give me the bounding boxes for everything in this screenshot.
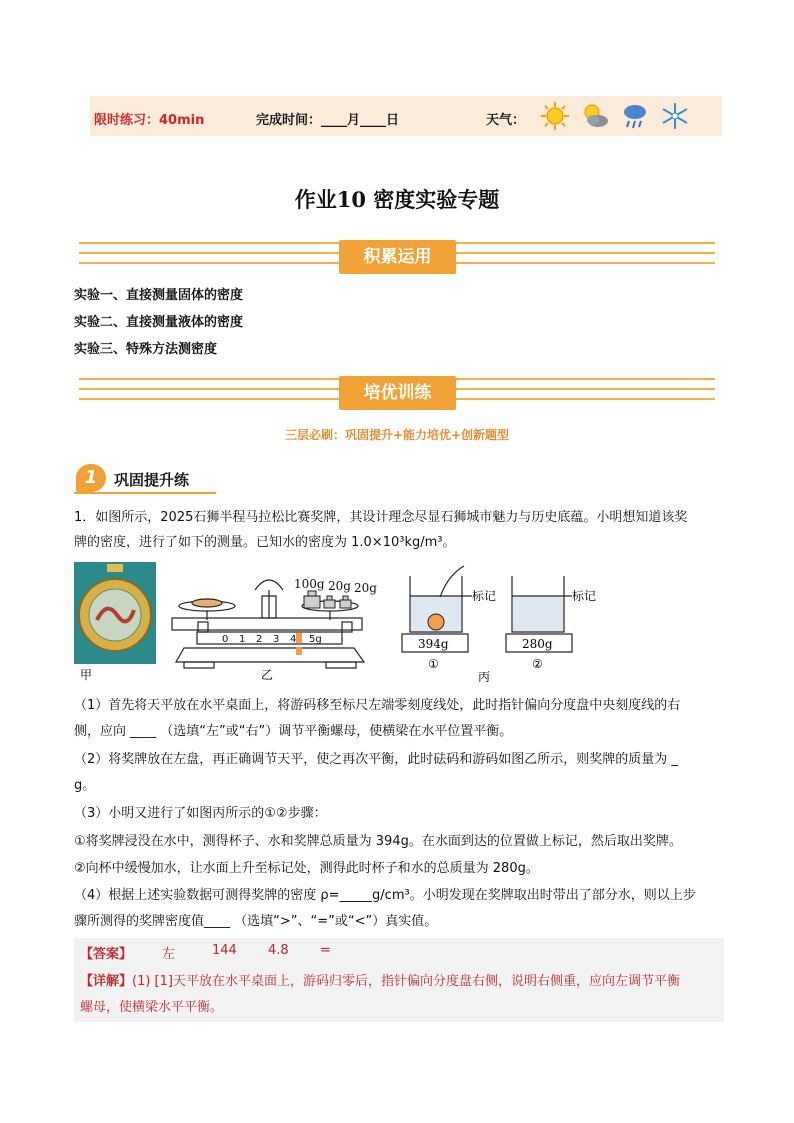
weight-20g-a: 20g <box>328 579 351 593</box>
scale-tick-2: 2 <box>256 634 263 645</box>
q1-line2: 侧，应向 ____ （选填“左”或“右”）调节平衡螺母，使横梁在水平位置平衡。 <box>74 724 513 739</box>
figure-label-jia: 甲 <box>80 668 93 682</box>
experiment-1: 实验一、直接测量固体的密度 <box>74 288 244 303</box>
section-label: 巩固提升练 <box>114 471 190 489</box>
q4-line2: 骤所测得的奖牌密度值____ （选填“>”、“=”或“<”）真实值。 <box>74 914 438 929</box>
sun-icon <box>540 101 570 131</box>
banner-accumulate <box>79 236 715 278</box>
step-2-label: ② <box>532 657 543 671</box>
scale-tick-4: 4 <box>290 634 297 645</box>
balance-drawing <box>172 580 364 668</box>
detail-line1: (1) [1]天平放在水平桌面上，游码归零后，指针偏向分度盘右侧，说明右侧重，应向左调节平衡 <box>132 974 680 989</box>
q4-line1: （4）根据上述实验数据可测得奖牌的密度 ρ=_____g/cm³。小明发现在奖牌取出时带出了部分水，则以上步 <box>74 888 696 903</box>
banner-training <box>79 372 715 414</box>
snowflake-icon <box>660 101 690 131</box>
marker-label-1: 标记 <box>472 589 497 603</box>
subtitle: 三层必刷：巩固提升+能力培优+创新题型 <box>284 428 510 442</box>
time-limit: 限时练习：40min <box>94 113 205 128</box>
partly-cloudy-icon <box>580 101 610 131</box>
banner-training-label: 培优训练 <box>339 376 456 410</box>
figure-label-yi: 乙 <box>261 668 274 682</box>
answer-box <box>74 938 724 1022</box>
problem-intro-line1: 1．如图所示，2025石狮半程马拉松比赛奖牌，其设计理念尽显石狮城市魅力与历史底蕴。小明想知道该奖 <box>74 510 688 525</box>
answer-label: 【答案】 <box>80 947 133 962</box>
finish-time: 完成时间：____月____日 <box>256 113 400 128</box>
step1-text: ①将奖牌浸没在水中，测得杯子、水和奖牌总质量为 394g。在水面到达的位置做上标记，然后取出奖牌。 <box>74 834 682 849</box>
weight-20g-b: 20g <box>354 581 377 595</box>
experiment-figure <box>72 560 632 682</box>
detail-line2: 螺母，使横梁水平平衡。 <box>80 1000 224 1015</box>
marker-label-2: 标记 <box>572 589 597 603</box>
answer-value-3: 4.8 <box>268 943 289 958</box>
page-title: 作业10 密度实验专题 <box>294 187 500 212</box>
beaker2-mass: 280g <box>522 637 553 651</box>
q1-line1: （1）首先将天平放在水平桌面上，将游码移至标尺左端零刻度线处，此时指针偏向分度盘中央刻度线的右 <box>74 698 681 713</box>
answer-value-2: 144 <box>212 943 237 958</box>
step2-text: ②向杯中缓慢加水，让水面上升至标记处，测得此时杯子和水的总质量为 280g。 <box>74 861 539 876</box>
header-bar <box>90 96 722 136</box>
beaker1-mass: 394g <box>418 637 449 651</box>
banner-accumulate-label: 积累运用 <box>339 240 456 274</box>
detail-label: 【详解】 <box>80 974 133 989</box>
scale-tick-5: 5g <box>309 634 322 645</box>
medal-image <box>74 562 156 664</box>
figure-label-bing: 丙 <box>478 670 491 682</box>
problem-intro-line2: 牌的密度，进行了如下的测量。已知水的密度为 1.0×10³kg/m³。 <box>74 535 456 550</box>
answer-value-4: = <box>320 943 331 958</box>
step-1-label: ① <box>428 657 439 671</box>
q2-line2: g。 <box>74 778 96 793</box>
weight-100g: 100g <box>294 577 325 591</box>
scale-tick-0: 0 <box>222 634 229 645</box>
section-number: 1 <box>76 464 106 492</box>
rain-icon <box>620 101 650 131</box>
q3: （3）小明又进行了如图丙所示的①②步骤： <box>74 806 327 821</box>
scale-tick-3: 3 <box>273 634 280 645</box>
experiment-2: 实验二、直接测量液体的密度 <box>74 315 244 330</box>
experiment-3: 实验三、特殊方法测密度 <box>74 342 218 357</box>
section-header <box>74 462 224 494</box>
answer-value-1: 左 <box>162 947 176 962</box>
q2-line1: （2）将奖牌放在左盘，再正确调节天平，使之再次平衡，此时砝码和游码如图乙所示，则奖牌的质量为 _ <box>74 752 678 767</box>
scale-tick-1: 1 <box>239 634 246 645</box>
weather-label: 天气： <box>486 113 526 128</box>
